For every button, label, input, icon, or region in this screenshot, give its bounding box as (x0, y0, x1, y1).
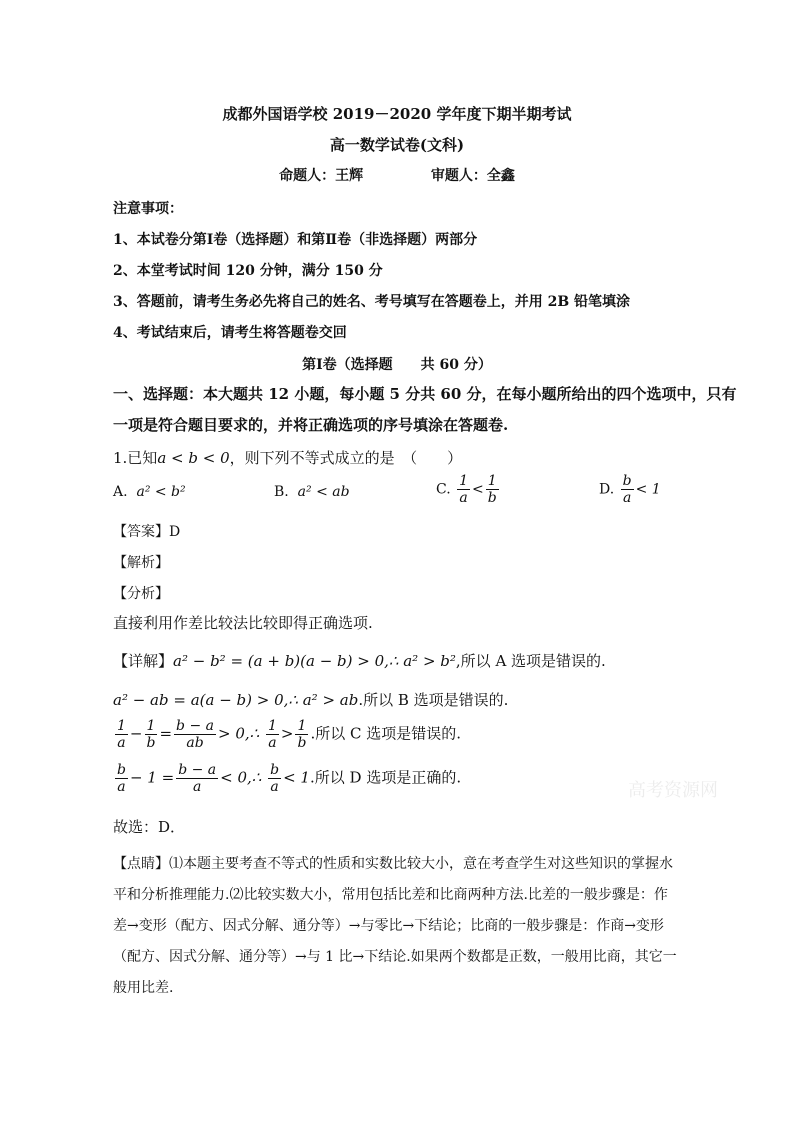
reviewer-label: 审题人：全鑫 (430, 168, 515, 184)
option-d-lt: < 1 (635, 481, 661, 498)
frac-num: b (117, 762, 126, 778)
choice-line: 故选：D． (113, 818, 186, 836)
option-a-math: a² < b² (136, 484, 186, 500)
frac-num: 1 (486, 473, 499, 490)
option-b-math: a² < ab (297, 484, 350, 500)
fenxi-text: 直接利用作差比较法比较即得正确选项. (113, 614, 373, 632)
option-d (599, 473, 661, 506)
analysis-label: 【解析】 (113, 555, 169, 571)
section-title: 第Ⅰ卷（选择题 共 60 分） (302, 357, 492, 373)
watermark: 高考资源网 (628, 780, 718, 801)
comment-line-3: 差→变形（配方、因式分解、通分等）→与零比→下结论；比商的一般步骤是：作商→变形 (113, 918, 664, 934)
d4-mid: < 0,∴ (220, 768, 262, 787)
option-b (274, 484, 350, 500)
frac-den: b (487, 490, 497, 506)
frac-den: a (117, 735, 126, 751)
exam-authors (0, 165, 794, 185)
option-c-lt: < (472, 481, 484, 498)
d3-minus: − (129, 724, 143, 743)
exam-title: 成都外国语学校 2019－2020 学年度下期半期考试 (222, 105, 572, 123)
note-item-2: 2、本堂考试时间 120 分钟，满分 150 分 (113, 263, 383, 279)
d4-text: .所以 D 选项是正确的. (309, 768, 462, 787)
d3-eq: = (159, 724, 173, 743)
frac-den: a (270, 779, 279, 795)
answer-label: 【答案】D (113, 524, 181, 540)
detail-line-1 (113, 650, 606, 671)
option-c-frac-right (486, 473, 499, 506)
frac-num: b − a (178, 762, 217, 778)
option-a-label: A. (113, 484, 128, 500)
d4-minus: − 1 = (129, 768, 175, 787)
frac-num: 1 (295, 718, 308, 735)
exam-subtitle: 高一数学试卷(文科) (329, 136, 465, 154)
d3-frac-5 (295, 718, 308, 751)
comment-line-1: 【点睛】⑴本题主要考查不等式的性质和实数比较大小，意在考查学生对这些知识的掌握水 (113, 856, 673, 872)
d4-lt: < 1 (283, 768, 310, 787)
fenxi-label: 【分析】 (113, 586, 169, 602)
frac-num: 1 (267, 718, 277, 734)
detail-label: 【详解】 (113, 652, 174, 670)
note-item-4: 4、考试结束后，请考生将答题卷交回 (113, 325, 347, 341)
frac-den: b (146, 735, 156, 751)
option-c-label: C. (436, 481, 451, 498)
frac-den: a (192, 779, 202, 795)
notes-heading: 注意事项： (113, 201, 183, 217)
frac-num: 1 (117, 718, 126, 734)
setter-label: 命题人：王辉 (279, 168, 364, 184)
detail-2-math: a² − ab = a(a − b) > 0,∴ a² > ab (113, 691, 359, 709)
d3-text: .所以 C 选项是错误的. (310, 724, 462, 743)
option-a (113, 484, 186, 500)
option-c-frac-left (457, 473, 470, 506)
d3-gt: > (280, 724, 294, 743)
note-item-1: 1、本试卷分第Ⅰ卷（选择题）和第Ⅱ卷（非选择题）两部分 (113, 232, 478, 248)
comment-line-4: （配方、因式分解、通分等）→与 1 比→下结论.如果两个数都是正数，一般用比商，其它一 (113, 949, 677, 965)
detail-1-math: a² − b² = (a + b)(a − b) > 0,∴ a² > b² (173, 652, 456, 670)
option-d-frac (621, 473, 634, 506)
frac-num: b (270, 762, 280, 778)
frac-den: a (268, 735, 277, 751)
d4-frac-1 (115, 762, 128, 795)
frac-den: a (622, 490, 632, 506)
stem-math: a < b < 0 (157, 449, 230, 467)
part-intro-line-2: 一项是符合题目要求的，并将正确选项的序号填涂在答题卷. (113, 416, 509, 434)
d4-frac-3 (268, 762, 281, 795)
d3-frac-1 (115, 718, 128, 751)
detail-2-text: .所以 B 选项是错误的. (358, 691, 509, 709)
note-item-3: 3、答题前，请考生务必先将自己的姓名、考号填写在答题卷上，并用 2B 铅笔填涂 (113, 294, 631, 310)
stem-suffix: ，则下列不等式成立的是 （ ） (229, 449, 463, 467)
option-c (436, 473, 501, 506)
part-intro-line-1: 一、选择题：本大题共 12 小题，每小题 5 分共 60 分，在每小题所给出的四个选项中，只有 (113, 385, 737, 403)
question-stem (113, 447, 462, 468)
d3-mid: > 0,∴ (218, 724, 260, 743)
d3-frac-2 (145, 718, 158, 751)
frac-num: b (622, 473, 632, 489)
d3-frac-4 (266, 718, 279, 751)
comment-line-5: 般用比差. (113, 980, 174, 996)
frac-num: 1 (145, 718, 158, 735)
detail-line-4 (113, 762, 461, 795)
option-d-label: D. (599, 481, 615, 498)
comment-line-2: 平和分析推理能力.⑵比较实数大小，常用包括比差和比商两种方法.比差的一般步骤是：作 (113, 887, 668, 903)
d4-frac-2 (176, 762, 218, 795)
frac-den: a (117, 779, 126, 795)
detail-line-2 (113, 689, 508, 710)
frac-den: ab (186, 735, 204, 751)
frac-num: 1 (459, 473, 469, 489)
frac-num: b − a (176, 718, 214, 734)
d3-frac-3 (174, 718, 216, 751)
stem-prefix: 1.已知 (113, 449, 158, 467)
frac-den: b (297, 735, 307, 751)
option-b-label: B. (274, 484, 289, 500)
frac-den: a (459, 490, 468, 506)
detail-1-text: ,所以 A 选项是错误的. (455, 652, 606, 670)
detail-line-3 (113, 718, 461, 751)
